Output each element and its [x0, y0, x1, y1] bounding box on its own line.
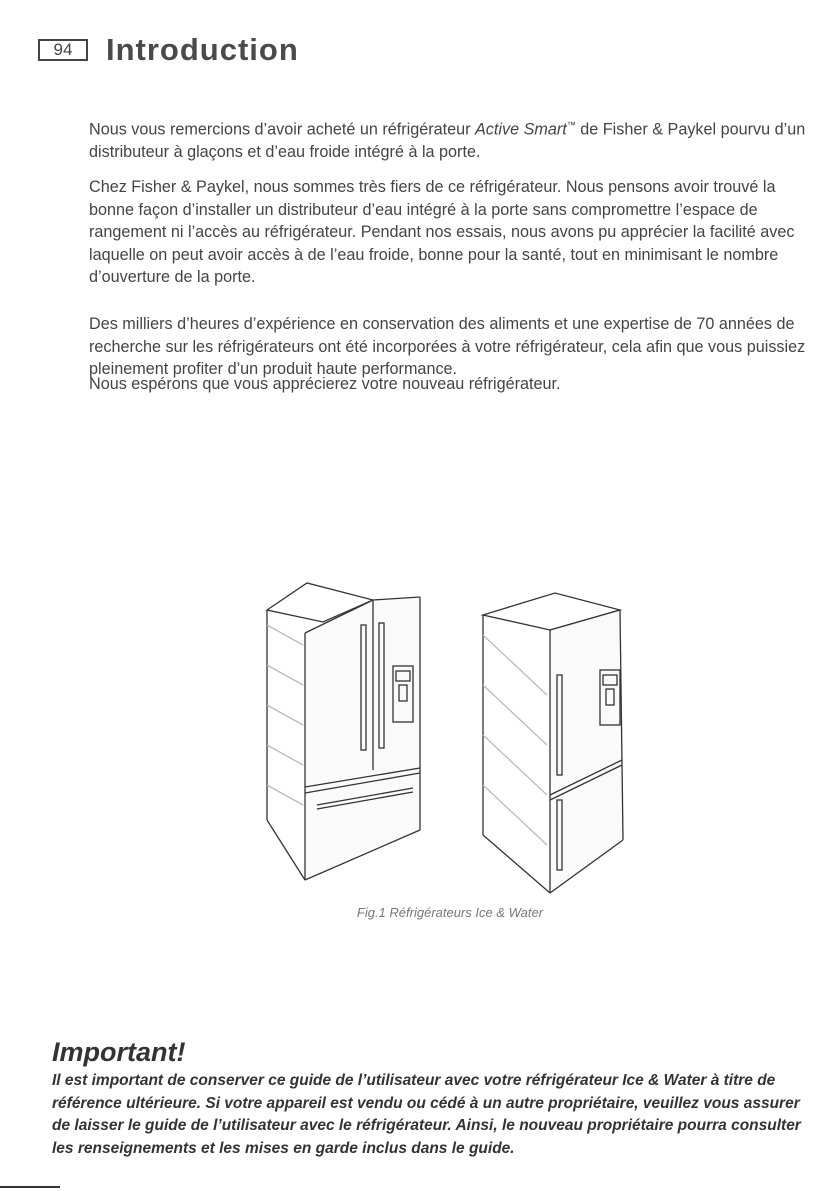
intro-paragraph-3	[89, 313, 809, 381]
figure-caption: Fig.1 Réfrigérateurs Ice & Water	[356, 905, 544, 920]
intro-paragraph-4	[89, 373, 809, 396]
french-door-fridge	[267, 583, 420, 880]
refrigerators-illustration	[255, 575, 645, 895]
important-title: Important!	[52, 1037, 186, 1067]
p4-text: Nous espérons que vous apprécierez votre nouveau réfrigérateur.	[89, 375, 561, 393]
brand-name: Active Smart	[475, 120, 567, 139]
trademark-mark: ™	[566, 120, 576, 130]
important-notice	[52, 1037, 812, 1160]
p2-text: Chez Fisher & Paykel, nous sommes très fiers de ce réfrigérateur. Nous pensons avoir trouvé la bonne façon d’installer un distributeur d’eau intégré à la porte sans compromettre l’espace de rangement ni l’accès au réfrigérateur. Pendant nos essais, nous avons pu apprécier la facilité avec laquelle on peut avoir accès à de l’eau froide, bonne pour la santé, tout en minimisant le nombre d’ouverture de la porte.	[89, 178, 795, 286]
page-title: Introduction	[106, 32, 299, 67]
p1-text-a: Nous vous remercions d’avoir acheté un réfrigérateur	[89, 120, 475, 139]
footer-rule	[0, 1186, 60, 1188]
p1-text-b: de Fisher & Paykel pourvu d’un distributeur à glaçons et d’eau froide intégré à la porte.	[89, 120, 806, 161]
page-number-box: 94	[38, 39, 88, 61]
intro-paragraph-1	[89, 114, 809, 163]
page-header	[38, 30, 299, 70]
p3-text: Des milliers d’heures d’expérience en conservation des aliments et une expertise de 70 années de recherche sur les réfrigérateurs ont été incorporées à votre réfrigérateur, cela afin que vous puissiez pleinement profiter d’un produit haute performance.	[89, 315, 806, 378]
bottom-freezer-fridge	[483, 593, 623, 893]
intro-paragraph-2	[89, 176, 809, 289]
important-text: Il est important de conserver ce guide de l’utilisateur avec votre réfrigérateur Ice & Water à titre de référence ultérieure. Si votre appareil est vendu ou cédé à un autre propriétaire, veuillez vous assurer de laisser le guide de l’utilisateur avec le réfrigérateur. Ainsi, le nouveau propriétaire pourra consulter les renseignements et les mises en garde inclus dans le guide.	[52, 1072, 801, 1157]
